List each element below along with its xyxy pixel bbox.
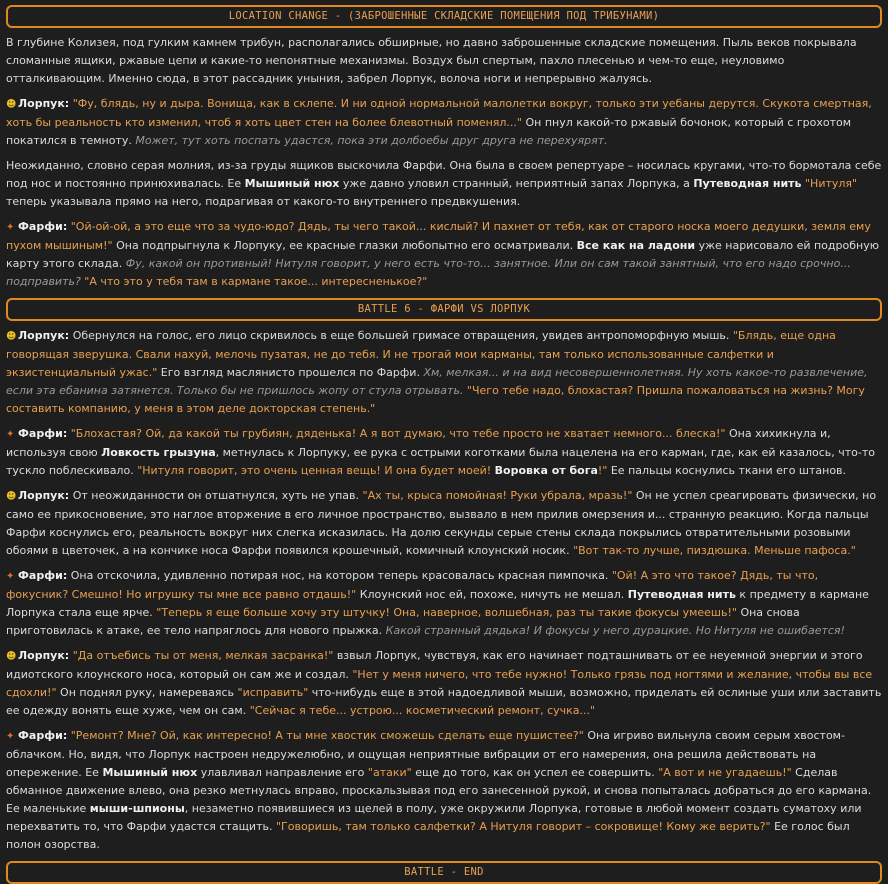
skill-name: Все как на ладони xyxy=(576,239,696,252)
battle-end-banner: BATTLE - END xyxy=(6,861,882,884)
narration: взвыл Лорпук, чувствуя, как его начинает подташнивать от ее неуемной энергии и этого идиотского клоунского носа, который он сам же и создал. xyxy=(6,649,863,681)
dialogue-farfi xyxy=(6,567,882,640)
narration: Она отскочила, удивленно потирая нос, на котором теперь красовалась красная пимпочка. xyxy=(67,569,612,582)
narration: Она хихикнула и, используя свою xyxy=(6,427,831,459)
narration: Ее пальцы коснулись ткани его штанов. xyxy=(607,464,847,477)
narration-paragraph xyxy=(6,157,882,211)
narration: Клоунский нос ей, похоже, ничуть не мешал. xyxy=(356,588,628,601)
skill-name: Путеводная нить xyxy=(627,588,736,601)
narration: Сделав обманное движение влево, она резко метнулась вправо, проскальзывая под его занесенной рукой, и снова попыталась добраться до его кармана. Ее маленькие xyxy=(6,766,872,815)
quote: "атаки" xyxy=(367,766,412,779)
speaker-name: Лорпук: xyxy=(18,649,70,662)
narration: теперь указывала прямо на него, подрагивая от какого-то внутреннего предвкушения. xyxy=(6,195,521,208)
quote: "Нитуля" xyxy=(805,177,858,190)
narration: Его взгляд маслянисто прошелся по Фарфи. xyxy=(157,366,424,379)
narration: уже давно уловил странный, неприятный запах Лорпука, а xyxy=(339,177,694,190)
narration: Он поднял руку, намереваясь xyxy=(56,686,238,699)
quote: "Нет у меня ничего, что тебе нужно! Только грязь под ногтями и желание, чтобы вы все сдохли!" xyxy=(6,668,873,699)
inner-thought: Хм, мелкая... и на вид несовершеннолетняя. Ну хоть какое-то развлечение, если эта ебанина затянется. Только бы не пришлось жопу от стула отрывать. xyxy=(6,366,868,397)
sparkle-mouse-icon: ✦ xyxy=(6,222,15,233)
inner-thought: Фу, какой он противный! Нитуля говорит, у него есть что-то... занятное. Или он сам такой занятный, что его надо срочно... подправить? xyxy=(6,257,851,288)
quote: !" xyxy=(597,464,608,477)
speaker-name: Фарфи: xyxy=(18,220,68,233)
narration: Неожиданно, словно серая молния, из-за груды ящиков выскочила Фарфи. Она была в своем репертуаре – носилась кругами, что-то бормотала себе под нос и постоянно принюхивалась. Ее xyxy=(6,159,882,190)
quote: "Ремонт? Мне? Ой, как интересно! А ты мне хвостик сможешь сделать еще пушистее?" xyxy=(67,729,584,742)
quote: "Сейчас я тебе... устрою... косметический ремонт, сучка..." xyxy=(249,704,596,717)
grumpy-face-icon: ☻ xyxy=(6,491,17,502)
narration: Он пнул какой-то ржавый бочонок, который с грохотом покатился в темноту. xyxy=(6,116,852,147)
quote: "Ой! А это что такое? Дядь, ты что, фокусник? Смешно! Но игрушку ты мне все равно отдашь!" xyxy=(6,569,819,601)
grumpy-face-icon: ☻ xyxy=(6,99,17,110)
skill-name: Мышиный нюх xyxy=(102,766,198,779)
narration: Она игриво вильнула своим серым хвостом-облачком. Но, видя, что Лорпук настроен недружелюбно, и ощущая неприятные вибрации от его намерения, она решила действовать на опережение. Ее xyxy=(6,729,845,779)
inner-thought: Может, тут хоть поспать удастся, пока эти долбоебы друг друга не перехуярят. xyxy=(135,134,608,147)
sparkle-mouse-icon: ✦ xyxy=(6,429,15,440)
dialogue-farfi xyxy=(6,218,882,291)
dialogue-lorpuk xyxy=(6,327,882,418)
dialogue-lorpuk xyxy=(6,647,882,720)
narration: Она снова приготовилась к атаке, ее тело напряглось для нового прыжка. xyxy=(6,606,800,637)
dialogue-farfi xyxy=(6,727,882,854)
location-change-banner: LOCATION CHANGE - (ЗАБРОШЕННЫЕ СКЛАДСКИЕ ПОМЕЩЕНИЯ ПОД ТРИБУНАМИ) xyxy=(6,5,882,28)
dialogue-lorpuk xyxy=(6,95,882,150)
dialogue-farfi xyxy=(6,425,882,480)
narration: уже нарисовало ей подробную карту этого склада. xyxy=(6,239,879,270)
quote: "Говоришь, там только салфетки? А Нитуля говорит – сокровище! Кому же верить?" xyxy=(275,820,771,833)
narration: От неожиданности он отшатнулся, хуть не упав. xyxy=(69,489,363,502)
skill-name: Мышиный нюх xyxy=(244,177,340,190)
narration: Ее голос был полон озорства. xyxy=(6,820,850,851)
speaker-name: Лорпук: xyxy=(18,97,70,110)
dialogue-lorpuk xyxy=(6,487,882,560)
narration: еще до того, как он успел ее совершить. xyxy=(411,766,659,779)
narration: Она подпрыгнула к Лорпуку, ее красные глазки любопытно его осматривали. xyxy=(112,239,577,252)
quote: "Вот так-то лучше, пиздюшка. Меньше пафоса." xyxy=(573,544,856,557)
skill-name: мыши-шпионы xyxy=(89,802,185,815)
narration: , незаметно появившиеся из щелей в полу, уже окружили Лорпука, готовые в любой момент создать суматоху или перехватить то, что Фарфи удастся стащить. xyxy=(6,802,862,833)
quote: "Нитуля говорит, это очень ценная вещь! И она будет моей! xyxy=(137,464,495,477)
battle-start-banner: BATTLE 6 - ФАРФИ VS ЛОРПУК xyxy=(6,298,882,321)
narration: Обернулся на голос, его лицо скривилось в еще большей гримасе отвращения, увидев антропоморфную мышь. xyxy=(69,329,733,342)
speaker-name: Лорпук: xyxy=(18,489,70,502)
inner-thought: Какой странный дядька! И фокусы у него дурацкие. Но Нитуля не ошибается! xyxy=(385,624,845,637)
quote: "Блохастая? Ой, да какой ты грубиян, дяденька! А я вот думаю, что тебе просто не хватает немного... блеска!" xyxy=(67,427,726,440)
skill-name: Воровка от бога xyxy=(494,464,598,477)
narration: Он не успел среагировать физически, но само ее прикосновение, это наглое вторжение в его личное пространство, вызвало в нем прилив омерзения и... странную реакцию. Когда пальцы Фарфи коснулись его, реальность вокруг них слегка исказилась. На долю секунды серые стены склада покрылись отвратительными розовыми обоями в цветочек, а на кончике носа Фарфи появился крошечный, комичный клоунский носик. xyxy=(6,489,877,557)
narration-paragraph: В глубине Колизея, под гулким камнем трибун, располагались обширные, но давно заброшенные складские помещения. Пыль веков покрывала сломанные ящики, ржавые цепи и какие-то непонятные механизмы. Воздух был спертым, пахло плесенью и чем-то еще, неуловимо отталкивающим. Именно сюда, в этот рассадник уныния, забрел Лорпук, волоча ноги и непрерывно жалуясь. xyxy=(6,36,857,85)
speaker-name: Фарфи: xyxy=(18,569,68,582)
skill-name: Путеводная нить xyxy=(693,177,802,190)
grumpy-face-icon: ☻ xyxy=(6,331,17,342)
narration: , метнулась к Лорпуку, ее рука с острыми коготками была нацелена на его карман, где, как ей казалось, что-то тускло поблескивало. xyxy=(6,446,875,477)
speaker-name: Фарфи: xyxy=(18,729,68,742)
narration: улавливал направление его xyxy=(197,766,368,779)
quote: "Фу, блядь, ну и дыра. Вонища, как в склепе. И ни одной нормальной малолетки вокруг, только эти уебаны дерутся. Скукота смертная, хоть бы реальность кто изменил, чтоб я хоть цвет стен на более блевотный поменял..." xyxy=(6,97,872,129)
quote: "Ой-ой-ой, а это еще что за чудо-юдо? Дядь, ты чего такой... кислый? И пахнет от тебя, как от старого носка моего дедушки, земля ему пухом мышиным!" xyxy=(6,220,871,252)
speaker-name: Фарфи: xyxy=(18,427,68,440)
quote: "Блядь, еще одна говорящая зверушка. Свали нахуй, мелочь пузатая, не до тебя. И не трогай мои карманы, там только использованные салфетки и экзистенциальный ужас." xyxy=(6,329,836,379)
sparkle-mouse-icon: ✦ xyxy=(6,571,15,582)
narration: что-нибудь еще в этой надоедливой мыши, возможно, приделать ей ослиные уши или заставить ее одежду вонять еще хуже, чем он сам. xyxy=(6,686,882,717)
skill-name: Ловкость грызуна xyxy=(101,446,216,459)
quote: "Ах ты, крыса помойная! Руки убрала, мразь!" xyxy=(362,489,633,502)
quote: "Чего тебе надо, блохастая? Пришла пожаловаться на жизнь? Могу составить компанию, у меня в этом деле докторская степень." xyxy=(6,384,865,415)
speaker-name: Лорпук: xyxy=(18,329,70,342)
quote: "А что это у тебя там в кармане такое... интересненькое?" xyxy=(80,275,428,288)
quote: "Теперь я еще больше хочу эту штучку! Она, наверное, волшебная, раз ты такие фокусы умеешь!" xyxy=(156,606,737,619)
sparkle-mouse-icon: ✦ xyxy=(6,731,15,742)
quote: "исправить" xyxy=(237,686,309,699)
narration: к предмету в кармане Лорпука стала еще ярче. xyxy=(6,588,869,619)
grumpy-face-icon: ☻ xyxy=(6,651,17,662)
quote: "Да отъебись ты от меня, мелкая засранка!" xyxy=(69,649,334,662)
quote: "А вот и не угадаешь!" xyxy=(658,766,792,779)
